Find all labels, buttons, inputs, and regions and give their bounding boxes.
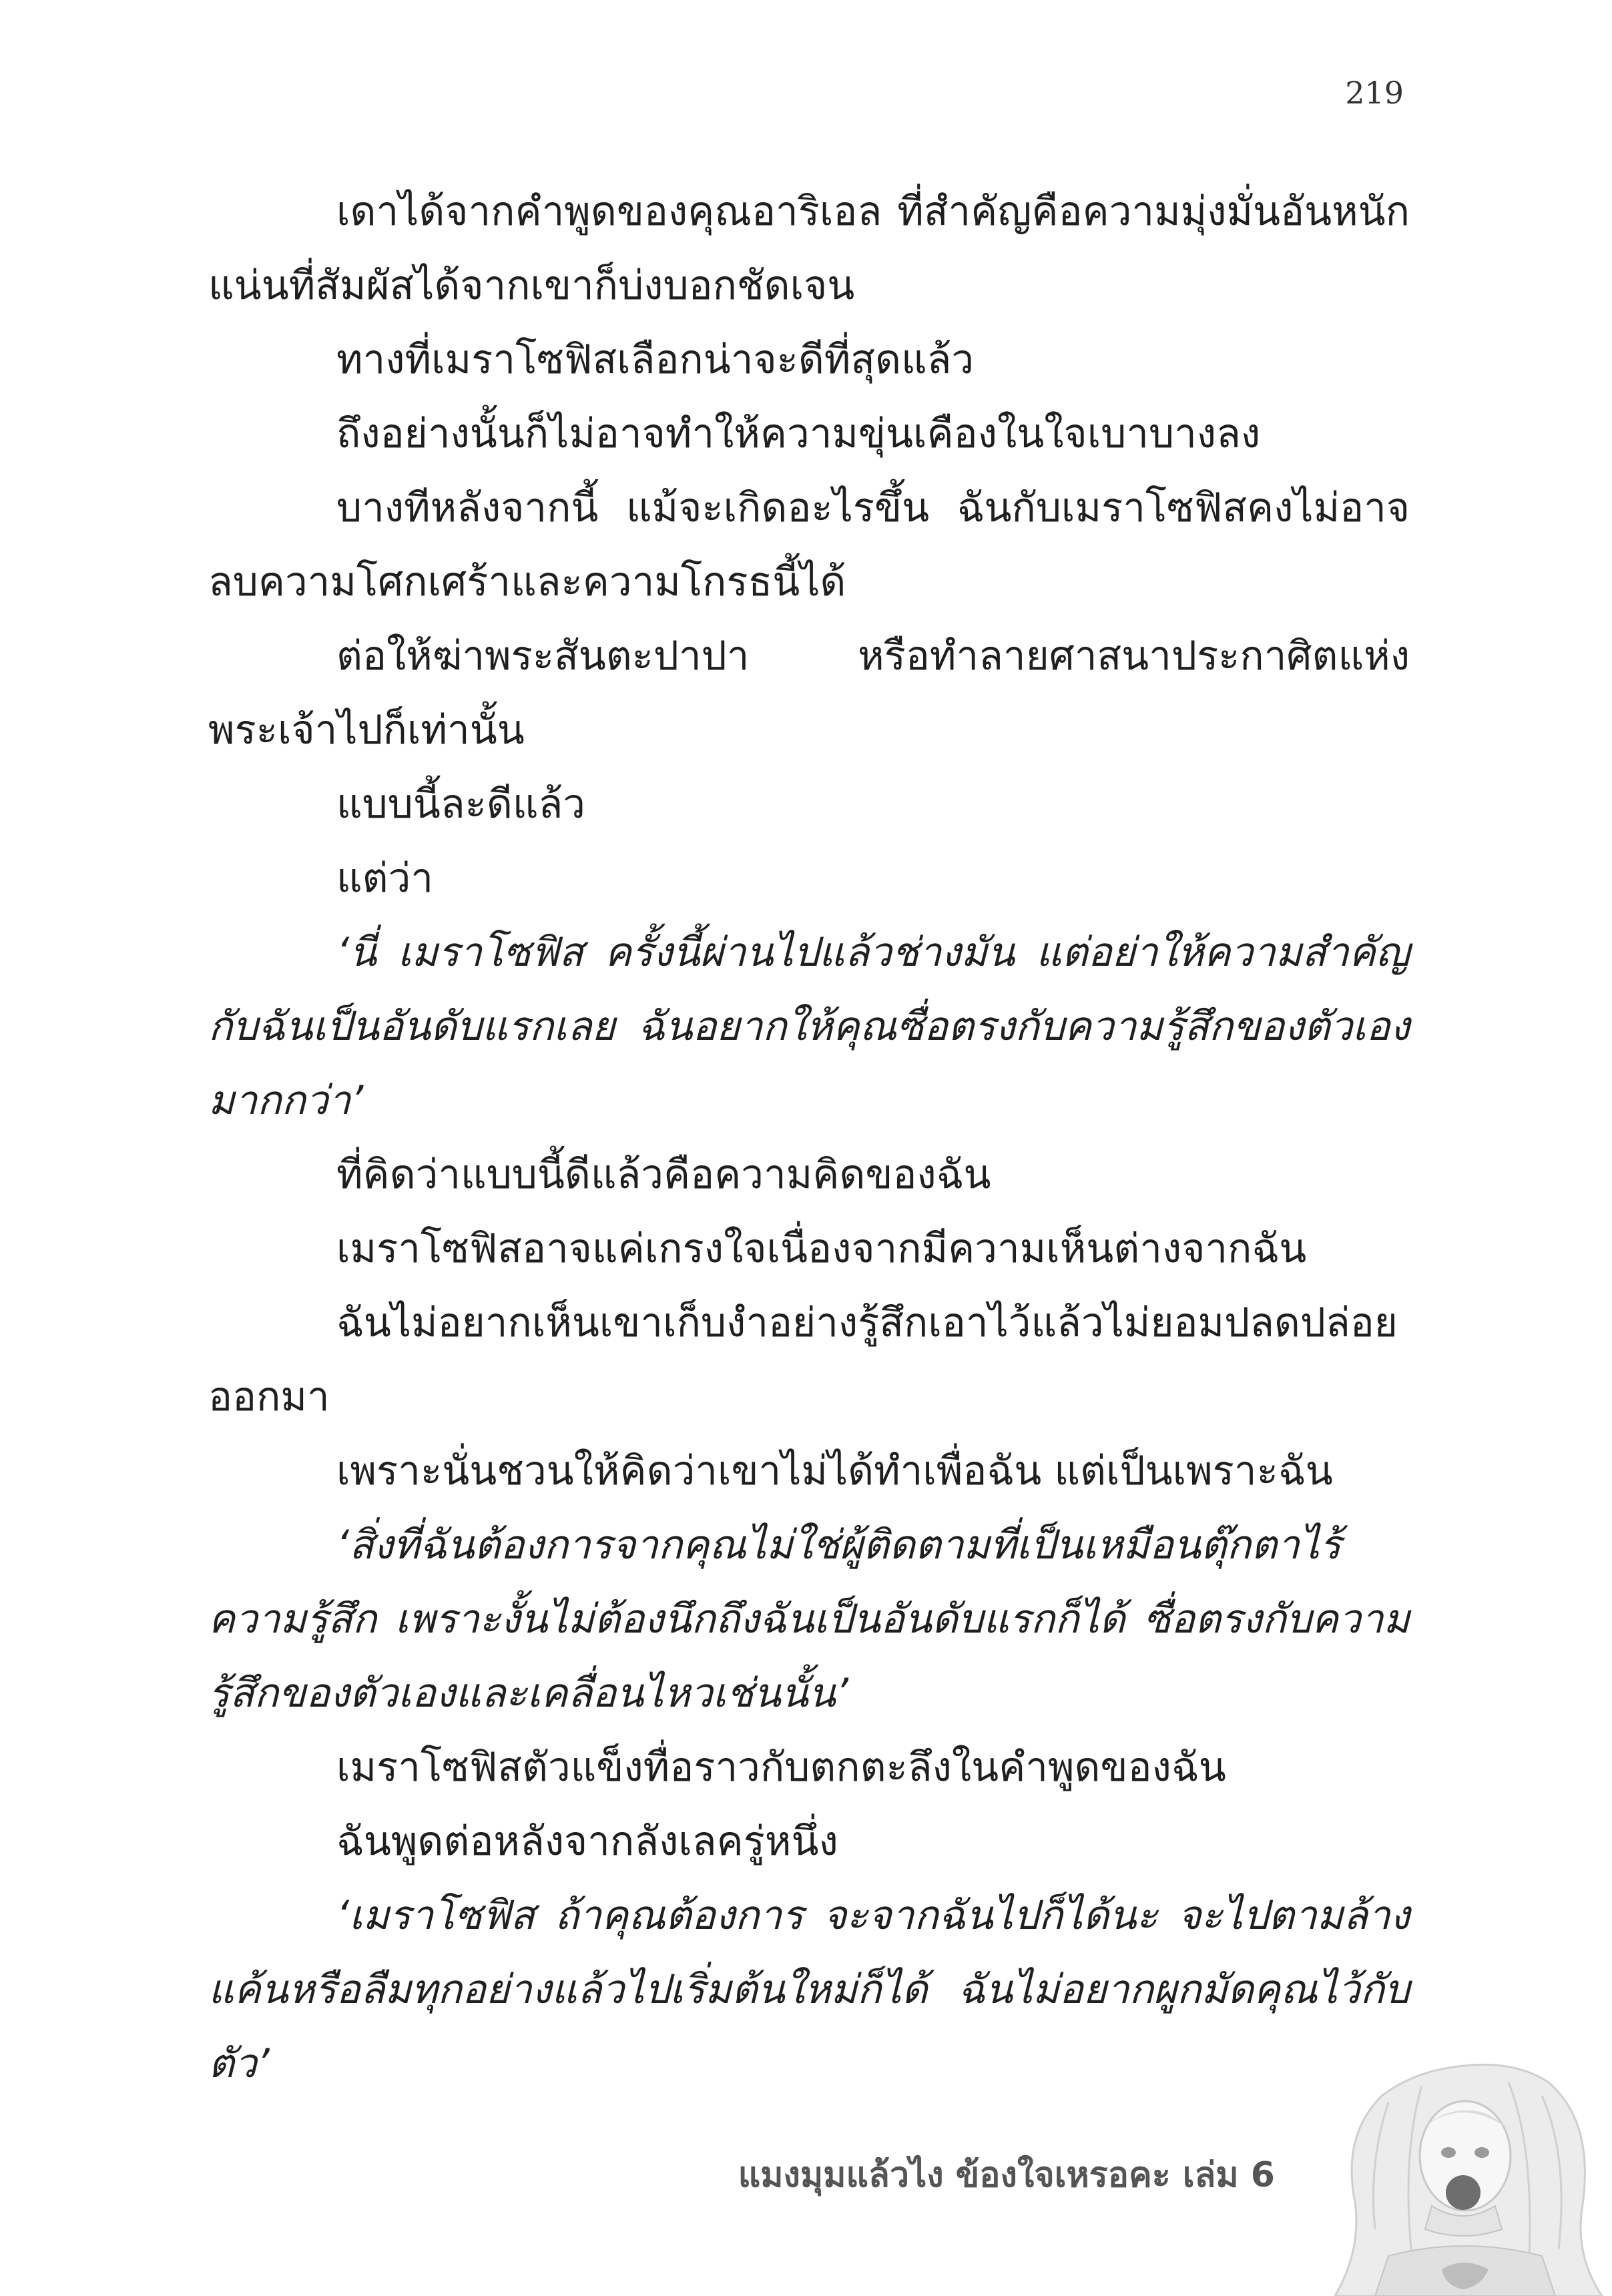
paragraph: ต่อให้ฆ่าพระสันตะปาปา หรือทำลายศาสนาประกาศิตแห่งพระเจ้าไปก็เท่านั้น [208, 633, 1410, 754]
paragraph: แบบนี้ละดีแล้ว [336, 781, 585, 828]
book-title-footer: แมงมุมแล้วไง ข้องใจเหรอคะ เล่ม 6 [738, 2155, 1275, 2195]
paragraph: บางทีหลังจากนี้ แม้จะเกิดอะไรขึ้น ฉันกับเมราโซฟิสคงไม่อาจลบความโศกเศร้าและความโกรธนี้ได้ [208, 485, 1410, 605]
dialogue-paragraph: ‘เมราโซฟิส ถ้าคุณต้องการ จะจากฉันไปก็ได้นะ จะไปตามล้างแค้นหรือลืมทุกอย่างแล้วไปเริ่มต้นใหม่ก็ได้ ฉันไม่อยากผูกมัดคุณไว้กับตัว’ [208, 1892, 1410, 2087]
paragraph: ถึงอย่างนั้นก็ไม่อาจทำให้ความขุ่นเคืองในใจเบาบางลง [336, 410, 1261, 457]
body-text [208, 175, 1410, 2101]
paragraph: ฉันไม่อยากเห็นเขาเก็บงำอย่างรู้สึกเอาไว้แล้วไม่ยอมปลดปล่อยออกมา [208, 1300, 1398, 1420]
character-illustration [1288, 2056, 1612, 2296]
paragraph: ฉันพูดต่อหลังจากลังเลครู่หนึ่ง [336, 1818, 838, 1865]
paragraph: ที่คิดว่าแบบนี้ดีแล้วคือความคิดของฉัน [336, 1151, 991, 1198]
dialogue-paragraph: ‘สิ่งที่ฉันต้องการจากคุณไม่ใช่ผู้ติดตามที่เป็นเหมือนตุ๊กตาไร้ความรู้สึก เพราะงั้นไม่ต้องนึกถึงฉันเป็นอันดับแรกก็ได้ ซื่อตรงกับความรู้สึกของตัวเองและเคลื่อนไหวเช่นนั้น’ [208, 1522, 1410, 1717]
dialogue-paragraph: ‘นี่ เมราโซฟิส ครั้งนี้ผ่านไปแล้วช่างมัน แต่อย่าให้ความสำคัญกับฉันเป็นอันดับแรกเลย ฉันอยากให้คุณซื่อตรงกับความรู้สึกของตัวเองมากกว่า’ [208, 929, 1410, 1124]
paragraph: ทางที่เมราโซฟิสเลือกน่าจะดีที่สุดแล้ว [336, 336, 975, 383]
page-number: 219 [1345, 75, 1404, 111]
paragraph: เมราโซฟิสอาจแค่เกรงใจเนื่องจากมีความเห็นต่างจากฉัน [336, 1225, 1307, 1272]
paragraph: แต่ว่า [336, 855, 434, 902]
paragraph: เมราโซฟิสตัวแข็งทื่อราวกับตกตะลึงในคำพูดของฉัน [336, 1744, 1226, 1791]
paragraph: เดาได้จากคำพูดของคุณอาริเอล ที่สำคัญคือความมุ่งมั่นอันหนักแน่นที่สัมผัสได้จากเขาก็บ่งบอกชัดเจน [208, 188, 1410, 309]
paragraph: เพราะนั่นชวนให้คิดว่าเขาไม่ได้ทำเพื่อฉัน แต่เป็นเพราะฉัน [336, 1448, 1333, 1494]
